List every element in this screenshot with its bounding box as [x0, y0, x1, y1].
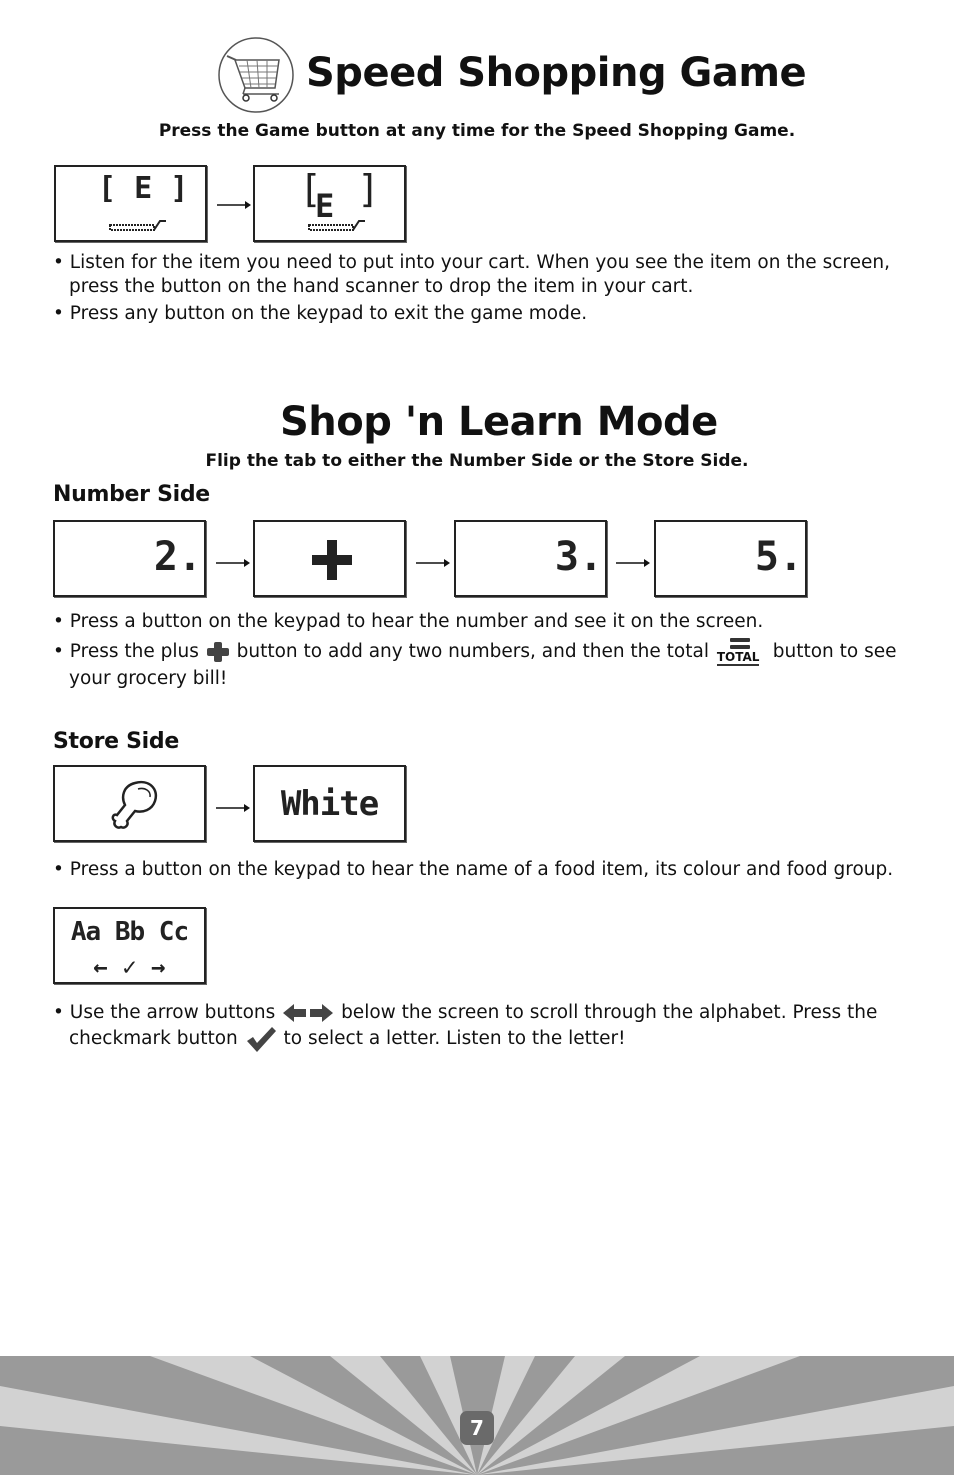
- page-number: 7: [460, 1411, 494, 1445]
- arrow-icon: [214, 557, 250, 569]
- drumstick-icon: [105, 777, 161, 833]
- store-screen-colour: White: [253, 765, 406, 842]
- arrow-icon: [414, 557, 450, 569]
- cart-logo-icon: [217, 36, 295, 114]
- speed-subtitle: Press the Game button at any time for the Speed Shopping Game.: [158, 121, 796, 141]
- arrow-icon: [215, 199, 251, 211]
- speed-bullet-1: • Listen for the item you need to put into your cart. When you see the item on the screen, press the button on the hand scanner to drop the item in your cart.: [53, 252, 890, 297]
- store-bullet-2: • Use the arrow buttons below the screen to scroll through the alphabet. Press the checkmark button to select a letter. Listen to the letter!: [53, 1001, 903, 1053]
- alphabet-screen: Aa Bb Cc ← ✓ →: [53, 907, 206, 984]
- total-button-icon: TOTAL: [715, 637, 767, 667]
- store-bullet-1: • Press a button on the keypad to hear the name of a food item, its colour and food group.: [53, 859, 894, 880]
- number-bullet-2: • Press the plus button to add any two numbers, and then the total TOTAL button to see your grocery bill!: [53, 637, 903, 691]
- game-screen-1: [ E ]: [54, 165, 207, 242]
- plus-icon: [311, 539, 353, 581]
- arrow-buttons-icon: [281, 1002, 335, 1024]
- game-screen-2: [ E ]: [253, 165, 406, 242]
- shop-subtitle: Flip the tab to either the Number Side or the Store Side.: [205, 451, 749, 471]
- speed-title: Speed Shopping Game: [306, 50, 807, 96]
- arrow-icon: [614, 557, 650, 569]
- speed-bullet-2: • Press any button on the keypad to exit the game mode.: [53, 303, 588, 324]
- number-side-heading: Number Side: [53, 482, 210, 507]
- shop-title: Shop 'n Learn Mode: [280, 399, 718, 445]
- cart-icon: [307, 217, 367, 237]
- number-screen-1: 2.: [53, 520, 206, 597]
- number-bullet-1: • Press a button on the keypad to hear the number and see it on the screen.: [53, 611, 764, 632]
- number-screen-plus: [253, 520, 406, 597]
- number-screen-2: 3.: [454, 520, 607, 597]
- plus-button-icon: [205, 641, 231, 663]
- cart-icon: [108, 217, 168, 237]
- arrow-icon: [214, 802, 250, 814]
- number-screen-result: 5.: [654, 520, 807, 597]
- store-screen-food: [53, 765, 206, 842]
- store-side-heading: Store Side: [53, 729, 179, 754]
- checkmark-button-icon: [244, 1025, 278, 1053]
